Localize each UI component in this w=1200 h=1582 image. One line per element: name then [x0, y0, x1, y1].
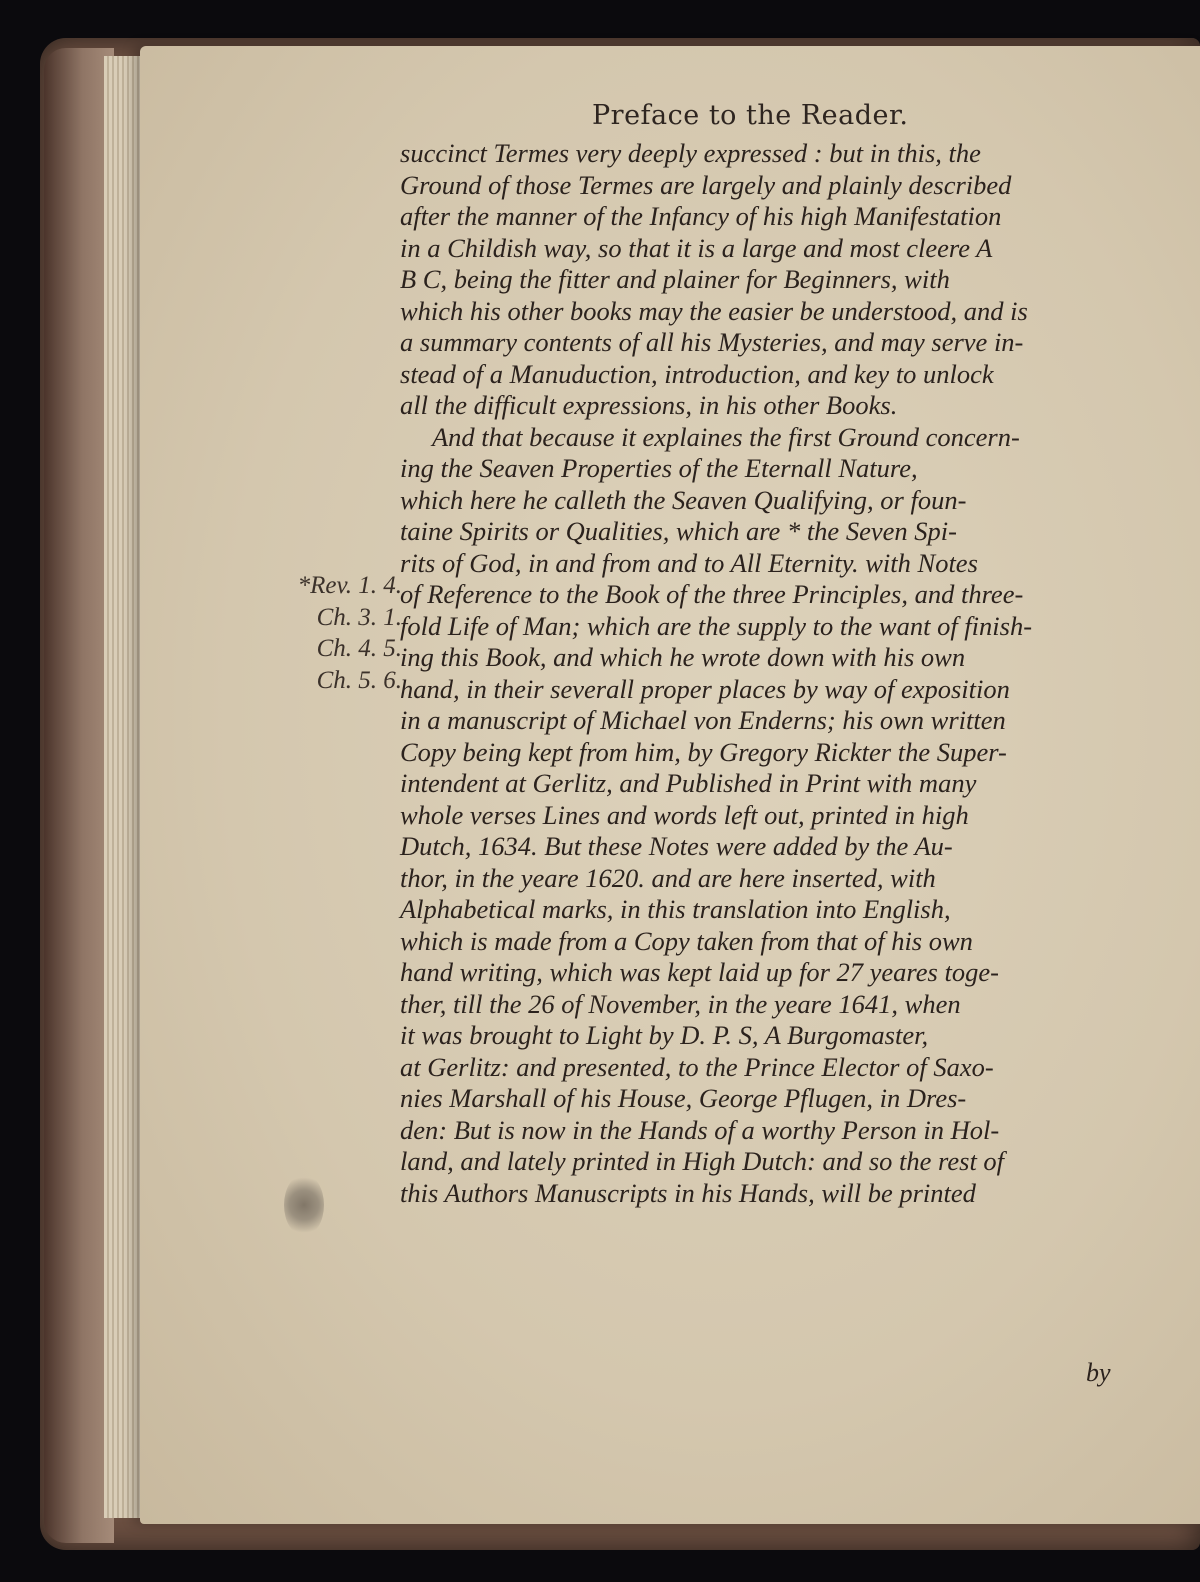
text-line: at Gerlitz: and presented, to the Prince Elector of Saxo-	[400, 1051, 994, 1082]
text-line: in a Childish way, so that it is a large and most cleere A	[400, 232, 993, 263]
margin-notes	[252, 570, 402, 696]
text-line: land, and lately printed in High Dutch: and so the rest of	[400, 1146, 1005, 1176]
text-line: ing the Seaven Properties of the Eternall Nature,	[400, 453, 918, 483]
page-header: Preface to the Reader.	[592, 100, 909, 131]
text-line: rits of God, in and from and to All Eternity. with Notes	[400, 547, 978, 578]
text-line: it was brought to Light by D. P. S, A Burgomaster,	[400, 1020, 929, 1050]
margin-note: *Rev. 1. 4.	[297, 572, 402, 599]
text-line: a summary contents of all his Mysteries, and may serve in-	[400, 327, 1024, 357]
text-line: ther, till the 26 of November, in the yeare 1641, when	[400, 988, 961, 1019]
text-line: succinct Termes very deeply expressed : but in this, the	[400, 138, 981, 168]
text-line: Alphabetical marks, in this translation into English,	[400, 894, 951, 924]
text-line: taine Spirits or Qualities, which are * the Seven Spi-	[400, 516, 957, 546]
text-line: after the manner of the Infancy of his high Manifestation	[400, 201, 1002, 231]
text-line: of Reference to the Book of the three Principles, and three-	[400, 579, 1024, 609]
text-line: in a manuscript of Michael von Enderns; his own written	[400, 705, 1006, 735]
text-line: stead of a Manuduction, introduction, and key to unlock	[400, 358, 994, 389]
text-line: hand, in their severall proper places by way of exposition	[400, 673, 1010, 704]
text-line: whole verses Lines and words left out, printed in high	[400, 799, 969, 830]
text-line: nies Marshall of his House, George Pflugen, in Dres-	[400, 1083, 967, 1113]
margin-note: Ch. 5. 6.	[316, 666, 402, 694]
text-line: And that because it explaines the first Ground concern-	[432, 421, 1020, 452]
text-line: thor, in the yeare 1620. and are here inserted, with	[400, 862, 936, 893]
text-line: Copy being kept from him, by Gregory Rickter the Super-	[400, 736, 1007, 767]
text-line: den: But is now in the Hands of a worthy Person in Hol-	[400, 1114, 1000, 1145]
margin-note: Ch. 4. 5.	[316, 635, 402, 662]
text-line: hand writing, which was kept laid up for 27 yeares toge-	[400, 957, 999, 987]
ink-smudge	[284, 1174, 324, 1236]
margin-note: Ch. 3. 1.	[316, 603, 402, 631]
text-line: B C, being the fitter and plainer for Beginners, with	[400, 264, 950, 294]
body-text	[400, 138, 1110, 1209]
text-line: Ground of those Termes are largely and plainly described	[400, 169, 1012, 200]
catchword: by	[1086, 1358, 1111, 1387]
text-line: Dutch, 1634. But these Notes were added by the Au-	[400, 831, 953, 861]
text-line: which his other books may the easier be understood, and is	[400, 295, 1028, 326]
text-line: ing this Book, and which he wrote down with his own	[400, 642, 966, 672]
text-line: which is made from a Copy taken from that of his own	[400, 925, 973, 956]
text-line: intendent at Gerlitz, and Published in Print with many	[400, 768, 977, 798]
text-line: which here he calleth the Seaven Qualifying, or foun-	[400, 484, 967, 515]
text-line: all the difficult expressions, in his other Books.	[400, 390, 898, 420]
text-line: fold Life of Man; which are the supply to the want of finish-	[400, 610, 1033, 641]
text-line: this Authors Manuscripts in his Hands, will be printed	[400, 1177, 976, 1208]
